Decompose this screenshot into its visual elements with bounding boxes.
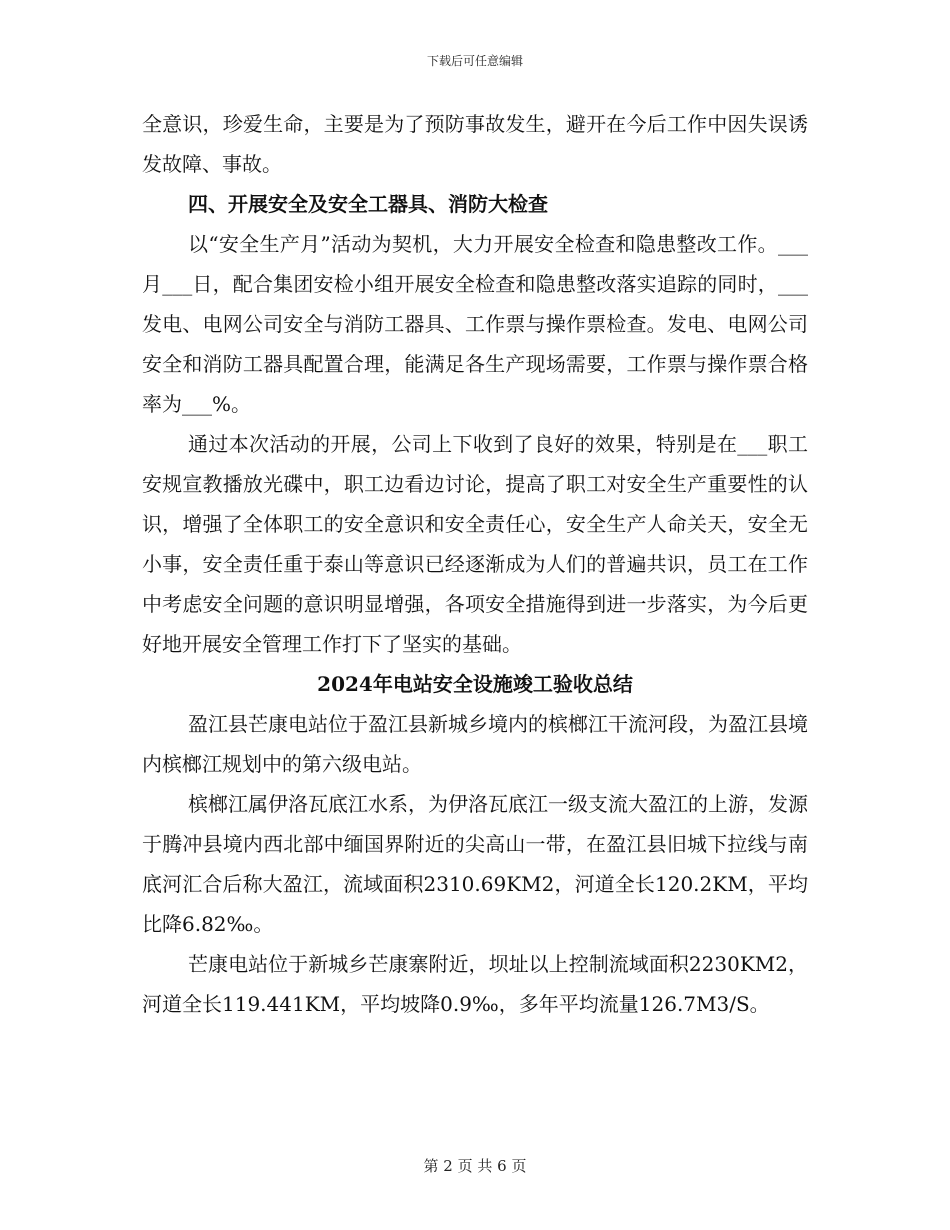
- document-body: [142, 104, 808, 1024]
- section-heading-inspection: 四、开展安全及安全工器具、消防大检查: [188, 192, 548, 216]
- paragraph-continued: 全意识，珍爱生命，主要是为了预防事故发生，避开在今后工作中因失误诱发故障、事故。: [142, 112, 808, 176]
- paragraph-inspection: 以“安全生产月”活动为契机，大力开展安全检查和隐患整改工作。___月___日，配合集团安检小组开展安全检查和隐患整改落实追踪的同时，___发电、电网公司安全与消防工器具、工作票与操作票检查。发电、电网公司安全和消防工器具配置合理，能满足各生产现场需要，工作票与操作票合格率为___%。: [142, 232, 808, 416]
- paragraph-location: 盈江县芒康电站位于盈江县新城乡境内的槟榔江干流河段，为盈江县境内槟榔江规划中的第六级电站。: [142, 712, 808, 776]
- page-number: 第 2 页 共 6 页: [423, 1157, 527, 1175]
- paragraph-station: 芒康电站位于新城乡芒康寨附近，坝址以上控制流域面积2230KM2，河道全长119.441KM，平均坡降0.9‰，多年平均流量126.7M3/S。: [142, 952, 808, 1016]
- paragraph-river: 槟榔江属伊洛瓦底江水系，为伊洛瓦底江一级支流大盈江的上游，发源于腾冲县境内西北部中缅国界附近的尖高山一带，在盈江县旧城下拉线与南底河汇合后称大盈江，流域面积2310.69KM2，河道全长120.2KM，平均比降6.82‰。: [142, 792, 808, 936]
- document-title: 2024年电站安全设施竣工验收总结: [317, 672, 633, 696]
- page-header: 下载后可任意编辑: [426, 54, 523, 68]
- paragraph-results: 通过本次活动的开展，公司上下收到了良好的效果，特别是在___职工安规宣教播放光碟中，职工边看边讨论，提高了职工对安全生产重要性的认识，增强了全体职工的安全意识和安全责任心，安全生产人命关天，安全无小事，安全责任重于泰山等意识已经逐渐成为人们的普遍共识，员工在工作中考虑安全问题的意识明显增强，各项安全措施得到进一步落实，为今后更好地开展安全管理工作打下了坚实的基础。: [142, 432, 808, 656]
